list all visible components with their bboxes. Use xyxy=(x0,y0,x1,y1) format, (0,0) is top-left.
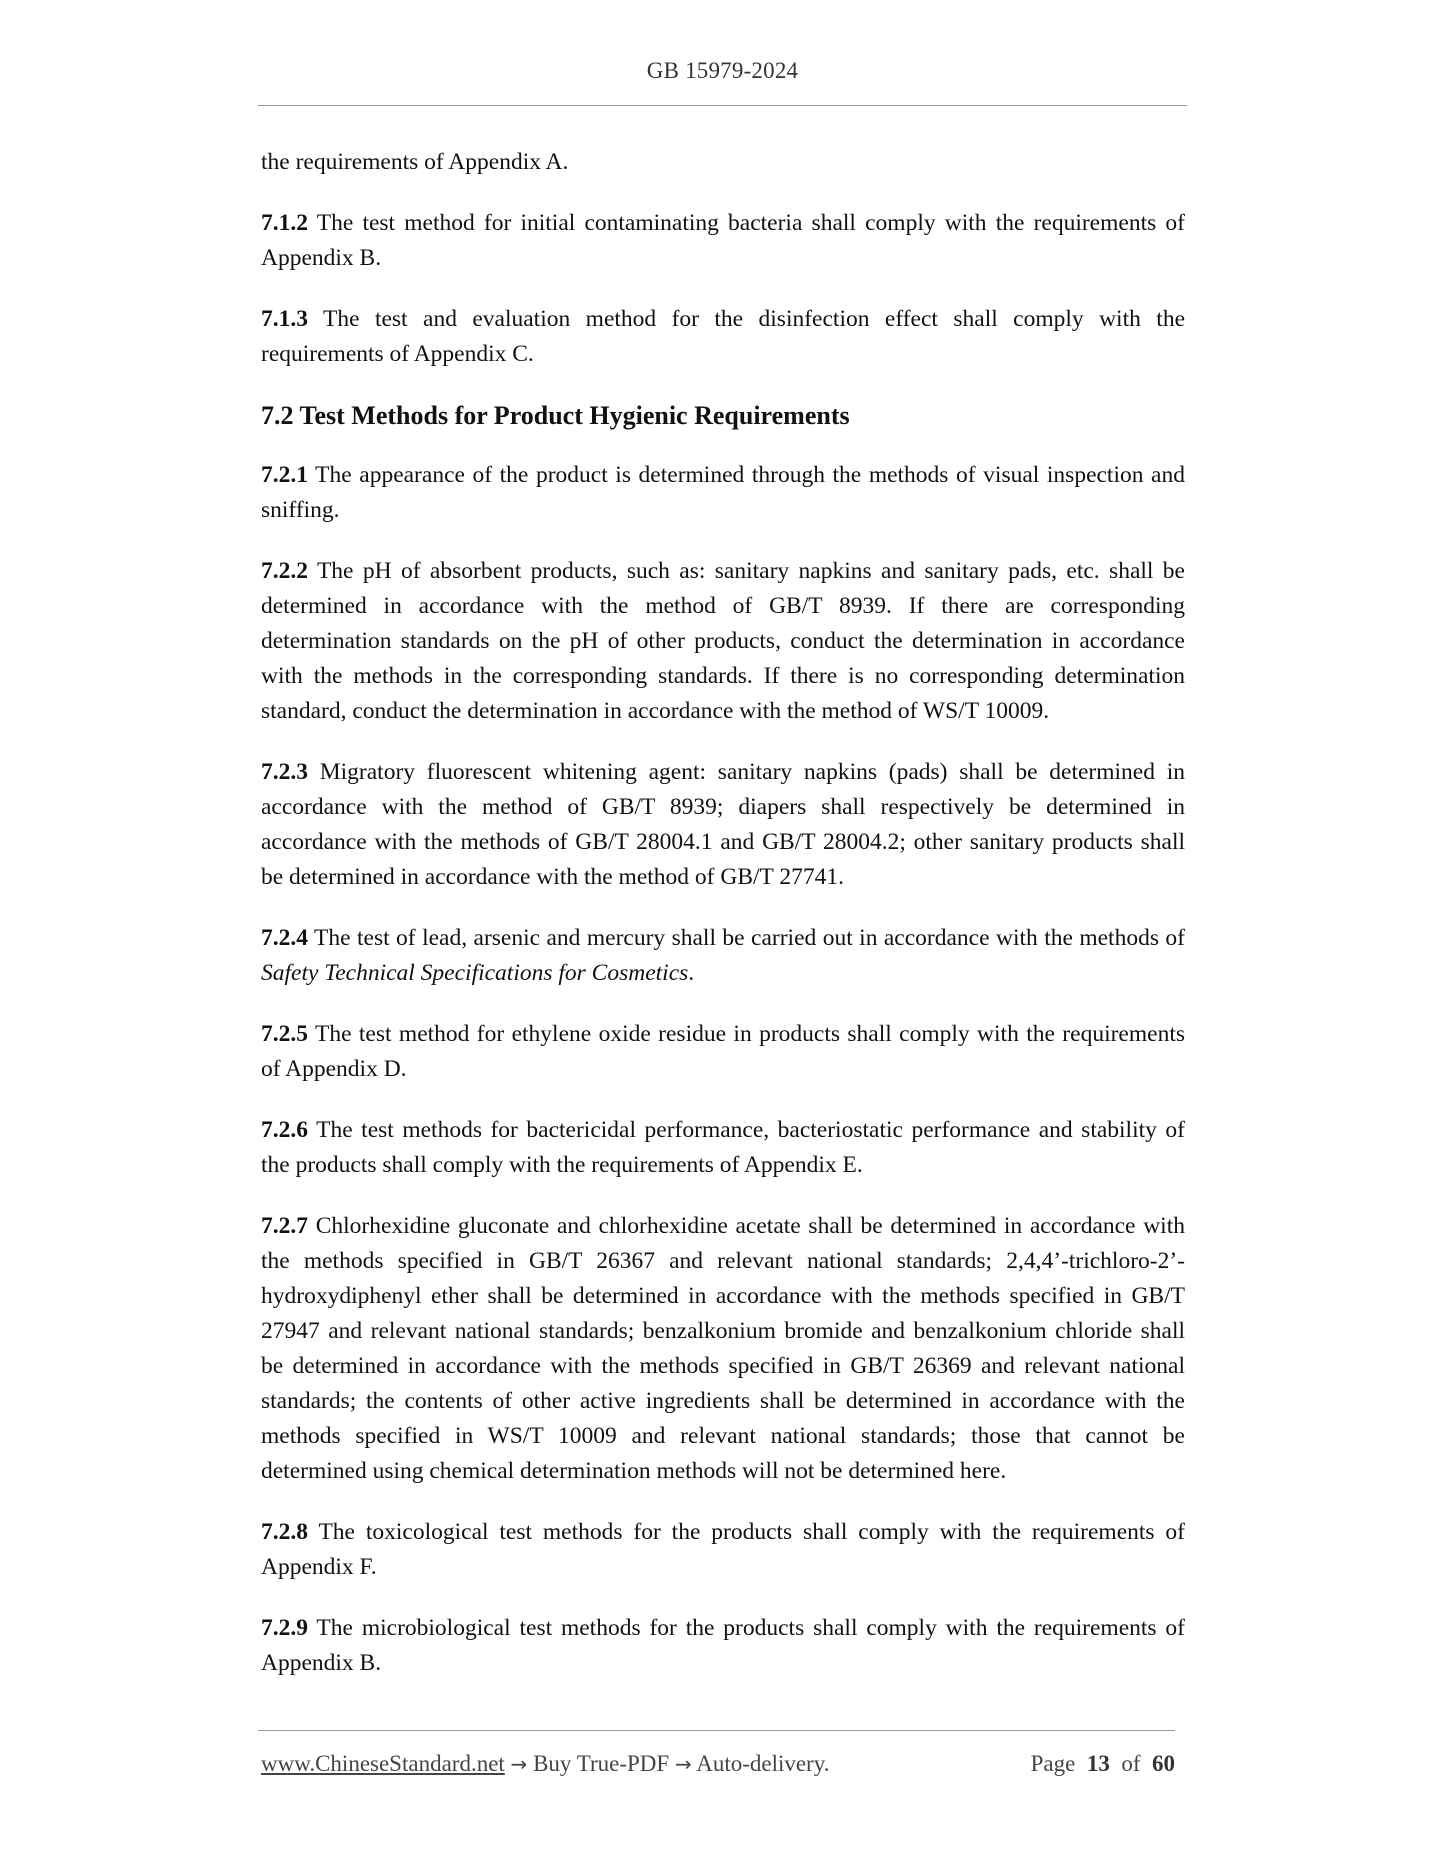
clause-text: Chlorhexidine gluconate and chlorhexidine acetate shall be determined in accordance with the methods specified in GB/T 26367 and relevant national standards; 2,4,4’-trichloro-2’-hydroxydiphenyl ether shall be determined in accordance with the methods specified in GB/T 27947 and relevant national standards; benzalkonium bromide and benzalkonium chloride shall be determined in accordance with the methods specified in GB/T 26369 and relevant national standards; the contents of other active ingredients shall be determined in accordance with the methods specified in WS/T 10009 and relevant national standards; those that cannot be determined using chemical determination methods will not be determined here. xyxy=(261,1213,1185,1484)
clause-number: 7.1.3 xyxy=(261,306,308,332)
clause-text: The pH of absorbent products, such as: sanitary napkins and sanitary pads, etc. shall be determined in accordance with the method of GB/T 8939. If there are corresponding determination standards on the pH of other products, conduct the determination in accordance with the methods in the corresponding standards. If there is no corresponding determination standard, conduct the determination in accordance with the method of WS/T 10009. xyxy=(261,558,1185,724)
clause-7-2-1 xyxy=(261,458,1185,528)
clause-7-2-5 xyxy=(261,1017,1185,1087)
clause-7-2-4 xyxy=(261,921,1185,991)
arrow-right-icon: → xyxy=(510,1752,528,1776)
clause-number: 7.2.9 xyxy=(261,1615,308,1641)
clause-7-2-2 xyxy=(261,554,1185,729)
clause-7-2-7 xyxy=(261,1209,1185,1489)
auto-delivery-text: Auto-delivery. xyxy=(696,1751,830,1776)
website-link[interactable]: www.ChineseStandard.net xyxy=(261,1751,505,1776)
clause-text: The toxicological test methods for the products shall comply with the requirements of Appendix F. xyxy=(261,1519,1185,1580)
of-label: of xyxy=(1121,1751,1141,1776)
clause-number: 7.2.3 xyxy=(261,759,308,785)
document-body xyxy=(261,145,1185,1707)
clause-text: The test method for ethylene oxide residue in products shall comply with the requirements of Appendix D. xyxy=(261,1021,1185,1082)
clause-7-1-3 xyxy=(261,302,1185,372)
page-counter xyxy=(1031,1751,1175,1777)
clause-7-2-8 xyxy=(261,1515,1185,1585)
buy-pdf-text: Buy True-PDF xyxy=(533,1751,670,1776)
clause-number: 7.2.6 xyxy=(261,1117,308,1143)
clause-number: 7.2.5 xyxy=(261,1021,308,1047)
clause-number: 7.2.7 xyxy=(261,1213,308,1239)
document-header-id: GB 15979-2024 xyxy=(646,58,799,83)
paragraph-text: the requirements of Appendix A. xyxy=(261,149,569,175)
clause-7-2-3 xyxy=(261,755,1185,895)
clause-7-2-9 xyxy=(261,1611,1185,1681)
footer-divider xyxy=(258,1730,1175,1731)
clause-text: The test of lead, arsenic and mercury shall be carried out in accordance with the methods of xyxy=(308,925,1185,951)
cited-document-title: Safety Technical Specifications for Cosmetics xyxy=(261,960,689,986)
arrow-right-icon: → xyxy=(674,1752,692,1776)
header-divider xyxy=(258,105,1187,106)
clause-number: 7.1.2 xyxy=(261,210,308,236)
clause-text: The test methods for bactericidal performance, bacteriostatic performance and stability of the products shall comply with the requirements of Appendix E. xyxy=(261,1117,1185,1178)
clause-text: The test method for initial contaminating bacteria shall comply with the requirements of Appendix B. xyxy=(261,210,1185,271)
page-label: Page xyxy=(1030,1751,1076,1776)
clause-text: The appearance of the product is determined through the methods of visual inspection and sniffing. xyxy=(261,462,1185,523)
clause-7-1-2 xyxy=(261,206,1185,276)
clause-text: Migratory fluorescent whitening agent: sanitary napkins (pads) shall be determined in accordance with the method of GB/T 8939; diapers shall respectively be determined in accordance with the methods of GB/T 28004.1 and GB/T 28004.2; other sanitary products shall be determined in accordance with the method of GB/T 27741. xyxy=(261,759,1185,890)
clause-number: 7.2.4 xyxy=(261,925,308,951)
clause-7-2-6 xyxy=(261,1113,1185,1183)
footer-promo xyxy=(261,1751,829,1777)
clause-text: The test and evaluation method for the disinfection effect shall comply with the requirements of Appendix C. xyxy=(261,306,1185,367)
clause-text: The microbiological test methods for the products shall comply with the requirements of Appendix B. xyxy=(261,1615,1185,1676)
total-pages-number: 60 xyxy=(1152,1751,1175,1776)
clause-number: 7.2.2 xyxy=(261,558,308,584)
clause-number: 7.2.8 xyxy=(261,1519,308,1545)
section-heading-7-2: 7.2 Test Methods for Product Hygienic Requirements xyxy=(261,401,850,430)
paragraph-continuation xyxy=(261,145,1185,180)
clause-text-tail: . xyxy=(688,960,695,986)
current-page-number: 13 xyxy=(1086,1751,1110,1776)
clause-number: 7.2.1 xyxy=(261,462,308,488)
